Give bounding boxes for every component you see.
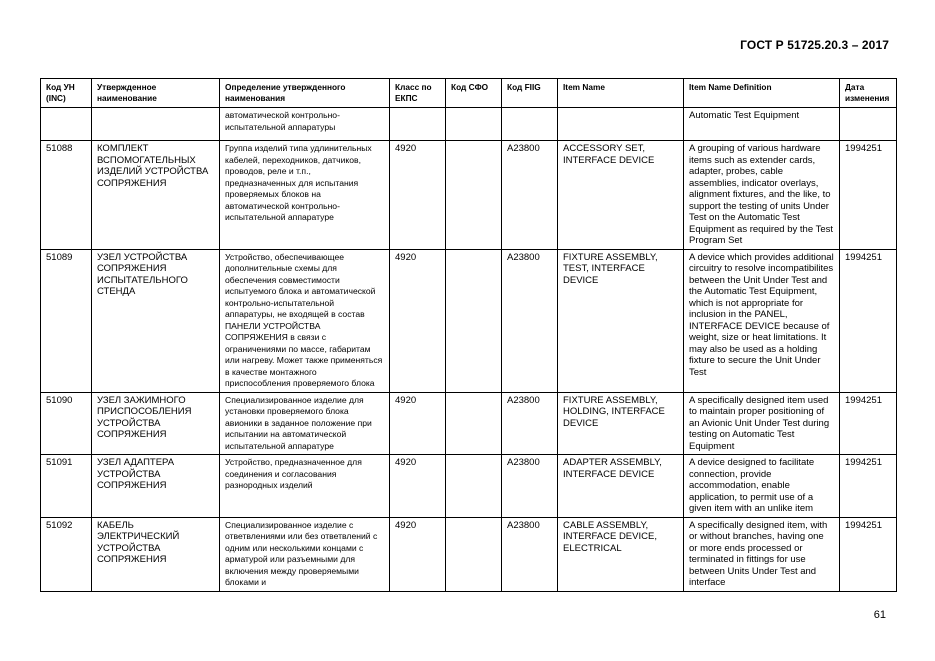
page-number: 61 <box>873 609 886 621</box>
table-row <box>41 392 897 455</box>
cell-sfo <box>446 455 502 518</box>
cell-ekps: 4920 <box>390 141 446 250</box>
col-header-item-definition: Item Name Definition <box>684 79 840 108</box>
cell-definition: Специализированное изделие для установки проверяемого блока авионики в заданное положение при испытании на автоматической испытательной аппаратуре <box>220 392 390 455</box>
cell-item-definition: A device designed to facilitate connection, provide accommodation, enable application, to permit use of a given item with an unlike item <box>684 455 840 518</box>
cell-date: 1994251 <box>840 249 897 392</box>
cell-name: КОМПЛЕКТ ВСПОМОГАТЕЛЬНЫХ ИЗДЕЛИЙ УСТРОЙСТВА СОПРЯЖЕНИЯ <box>92 141 220 250</box>
col-header-item-name: Item Name <box>558 79 684 108</box>
document-header: ГОСТ Р 51725.20.3 – 2017 <box>740 38 889 52</box>
cell-item-definition: A specifically designed item used to maintain proper positioning of an Avionic Unit Under Test during testing on Automatic Test Equipment <box>684 392 840 455</box>
cell-ekps: 4920 <box>390 249 446 392</box>
cell-code: 51092 <box>41 517 92 591</box>
cell-item-definition: A specifically designed item, with or without branches, having one or more ends processed or terminated in fittings for use between Units Under Test and interface <box>684 517 840 591</box>
col-header-fiig: Код FIIG <box>502 79 558 108</box>
cell-code: 51089 <box>41 249 92 392</box>
cell-name: УЗЕЛ АДАПТЕРА УСТРОЙСТВА СОПРЯЖЕНИЯ <box>92 455 220 518</box>
cell-item-name <box>558 108 684 141</box>
col-header-sfo: Код СФО <box>446 79 502 108</box>
cell-code <box>41 108 92 141</box>
cell-date <box>840 108 897 141</box>
cell-item-definition: Automatic Test Equipment <box>684 108 840 141</box>
cell-fiig: A23800 <box>502 392 558 455</box>
cell-fiig: A23800 <box>502 455 558 518</box>
cell-definition: Устройство, обеспечивающее дополнительные схемы для обеспечения совместимости испытуемого блока и автоматической контрольно-испытательной аппаратуры, не входящей в состав ПАНЕЛИ УСТРОЙСТВА СОПРЯЖЕНИЯ в связи с ограничениями по массе, габаритам или нагреву. Может также применяться в качестве монтажного приспособления проверяемого блока <box>220 249 390 392</box>
col-header-code: Код УН (INC) <box>41 79 92 108</box>
cell-item-definition: A device which provides additional circuitry to resolve incompatibilites between the Unit Under Test and the Automatic Test Equipment, which is not appropriate for inclusion in the PANEL, INTERFACE DEVICE because of weight, size or heat limitations. It may also be used as a holding fixture to secure the Unit Under Test <box>684 249 840 392</box>
table-row <box>41 249 897 392</box>
cell-date: 1994251 <box>840 517 897 591</box>
cell-ekps: 4920 <box>390 455 446 518</box>
col-header-definition: Определение утвержденного наименования <box>220 79 390 108</box>
cell-item-definition: A grouping of various hardware items such as extender cards, adapter, probes, cable assemblies, indicator overlays, alignment fixtures, and the like, to support the testing of units Under Test on the Automatic Test Equipment as required by the Test Program Set <box>684 141 840 250</box>
table-row <box>41 455 897 518</box>
cell-code: 51088 <box>41 141 92 250</box>
cell-name <box>92 108 220 141</box>
cell-item-name: ADAPTER ASSEMBLY, INTERFACE DEVICE <box>558 455 684 518</box>
cell-definition: Группа изделий типа удлинительных кабелей, переходников, датчиков, проводов, реле и т.п., предназначенных для испытания проверяемых блоков на автоматической контрольно-испытательной аппаратуре <box>220 141 390 250</box>
cell-date: 1994251 <box>840 455 897 518</box>
cell-fiig <box>502 108 558 141</box>
cell-name: УЗЕЛ УСТРОЙСТВА СОПРЯЖЕНИЯ ИСПЫТАТЕЛЬНОГО СТЕНДА <box>92 249 220 392</box>
table-row <box>41 108 897 141</box>
cell-item-name: ACCESSORY SET, INTERFACE DEVICE <box>558 141 684 250</box>
cell-item-name: FIXTURE ASSEMBLY, TEST, INTERFACE DEVICE <box>558 249 684 392</box>
cell-ekps: 4920 <box>390 517 446 591</box>
cell-date: 1994251 <box>840 141 897 250</box>
table-row <box>41 517 897 591</box>
classification-table <box>40 78 897 592</box>
cell-code: 51091 <box>41 455 92 518</box>
cell-item-name: FIXTURE ASSEMBLY, HOLDING, INTERFACE DEVICE <box>558 392 684 455</box>
cell-sfo <box>446 141 502 250</box>
cell-fiig: A23800 <box>502 141 558 250</box>
cell-date: 1994251 <box>840 392 897 455</box>
col-header-ekps: Класс по ЕКПС <box>390 79 446 108</box>
cell-sfo <box>446 108 502 141</box>
col-header-name: Утвержденное наименование <box>92 79 220 108</box>
cell-fiig: A23800 <box>502 517 558 591</box>
table-row <box>41 141 897 250</box>
cell-sfo <box>446 249 502 392</box>
col-header-date: Дата изменения <box>840 79 897 108</box>
table-header-row <box>41 79 897 108</box>
cell-sfo <box>446 392 502 455</box>
cell-fiig: A23800 <box>502 249 558 392</box>
cell-sfo <box>446 517 502 591</box>
cell-definition: автоматической контрольно-испытательной аппаратуры <box>220 108 390 141</box>
cell-code: 51090 <box>41 392 92 455</box>
cell-definition: Специализированное изделие с ответвлениями или без ответвлений с одним или несколькими концами с арматурой или разъемными для включения между проверяемыми блоками и <box>220 517 390 591</box>
cell-definition: Устройство, предназначенное для соединения и согласования разнородных изделий <box>220 455 390 518</box>
cell-item-name: CABLE ASSEMBLY, INTERFACE DEVICE, ELECTRICAL <box>558 517 684 591</box>
cell-ekps <box>390 108 446 141</box>
cell-name: КАБЕЛЬ ЭЛЕКТРИЧЕСКИЙ УСТРОЙСТВА СОПРЯЖЕНИЯ <box>92 517 220 591</box>
cell-ekps: 4920 <box>390 392 446 455</box>
cell-name: УЗЕЛ ЗАЖИМНОГО ПРИСПОСОБЛЕНИЯ УСТРОЙСТВА СОПРЯЖЕНИЯ <box>92 392 220 455</box>
